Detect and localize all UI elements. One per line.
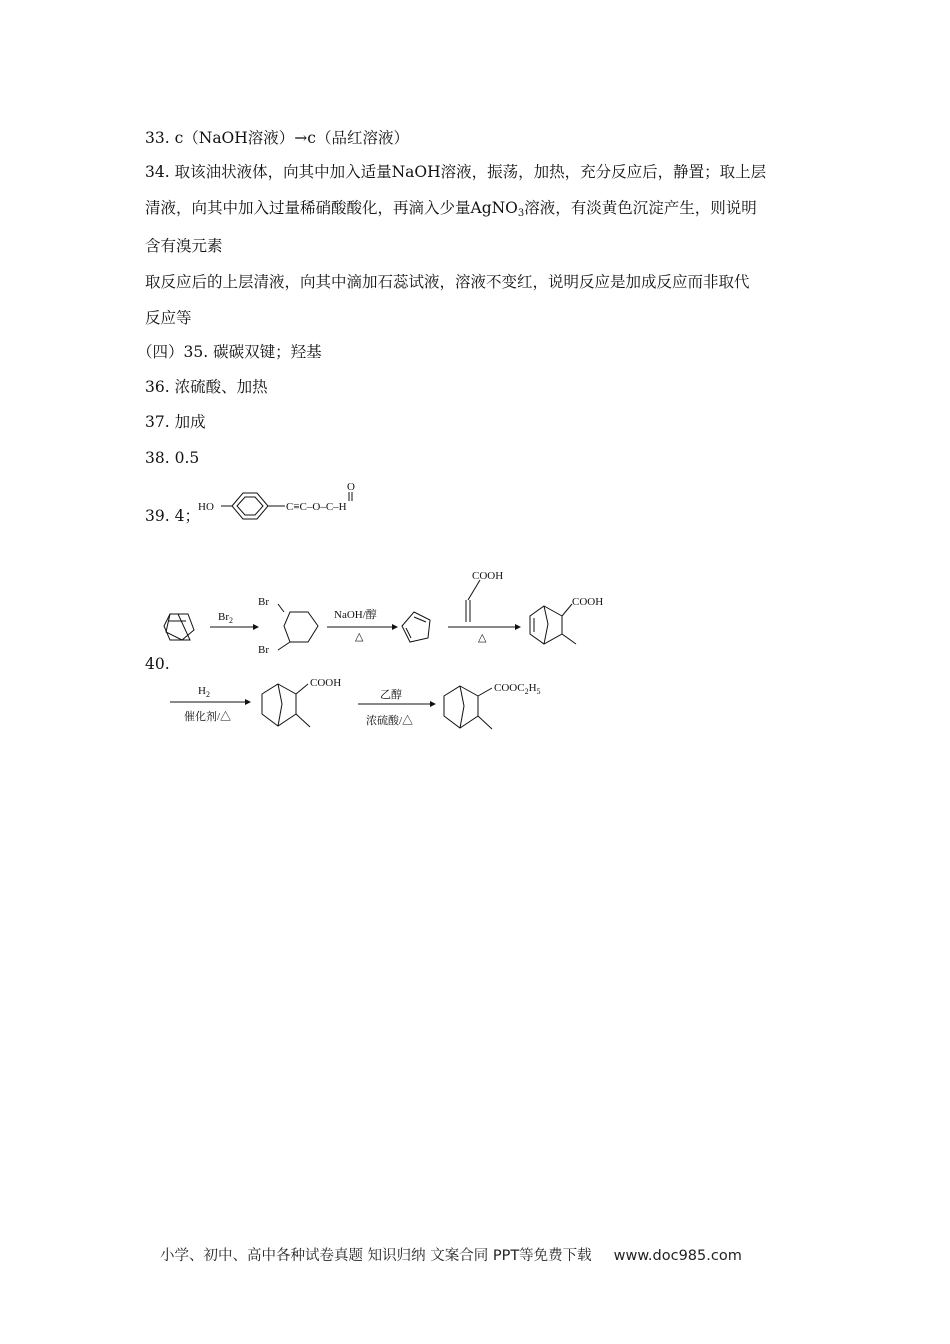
answer-34-line-2 (145, 198, 757, 224)
reaction-row-2-svg (160, 672, 580, 742)
cyclopentene (164, 614, 194, 640)
cond-naoh: NaOH/醇 (334, 609, 377, 621)
answer-34-text-4: 取反应后的上层清液，向其中滴加石蕊试液，溶液不变红，说明反应是加成反应而非取代 (145, 273, 750, 291)
footer-text: 小学、初中、高中各种试卷真题 知识归纳 文案合同 PPT等免费下载 (160, 1248, 592, 1264)
s39-chain: C≡C–O–C–H (286, 501, 347, 513)
cyclopentadiene (402, 612, 430, 642)
answer-36-text: 36. 浓硫酸、加热 (145, 378, 268, 396)
dibromocyclopentane (278, 604, 318, 650)
answer-37 (145, 412, 206, 432)
benzene-ring (232, 493, 268, 519)
br-top: Br (258, 596, 269, 608)
cond-ethanol: 乙醇 (380, 689, 402, 701)
answer-34-text-2a: 清液，向其中加入过量稀硝酸酸化，再滴入少量AgNO (145, 199, 518, 217)
butenoic-acid-reagent (466, 580, 480, 622)
answer-34-line-1 (145, 162, 766, 182)
answer-38 (145, 448, 199, 468)
answer-35-text: （四）35. 碳碳双键；羟基 (137, 343, 322, 361)
answer-34-text-2b: 溶液，有淡黄色沉淀产生，则说明 (524, 199, 757, 217)
answer-34-line-5 (145, 308, 192, 328)
cond-heat-2: △ (478, 632, 487, 644)
answer-34-line-3 (145, 236, 223, 256)
reagent-br2: $Br_2$ (218, 611, 233, 625)
answer-39 (145, 506, 200, 526)
answer-39-text: 39. 4； (145, 507, 200, 525)
answer-33 (145, 128, 409, 148)
answer-38-text: 38. 0.5 (145, 449, 200, 467)
answer-40-text: 40. (145, 655, 170, 673)
answer-34-line-4 (145, 272, 750, 292)
ester-product (444, 686, 492, 729)
reagent-h2: $H_2$ (198, 685, 210, 699)
s39-ho: HO (198, 501, 214, 513)
ester-group: $COOC_2H_5$ (494, 682, 541, 696)
answer-35 (137, 342, 322, 362)
intermediate-cooh: COOH (310, 677, 342, 689)
cond-heat-1: △ (355, 631, 364, 643)
answer-34-text-1: 34. 取该油状液体，向其中加入适量NaOH溶液，振荡，加热，充分反应后，静置；取上层 (145, 163, 767, 181)
product-cooh: COOH (572, 596, 604, 608)
answer-34-subscript: 3 (517, 208, 525, 219)
bicyclic-product (530, 604, 576, 644)
footer-url[interactable]: www.doc985.com (613, 1248, 742, 1264)
answer-33-text: 33. c（NaOH溶液）→c（品红溶液） (145, 129, 409, 147)
br-bottom: Br (258, 644, 269, 656)
answer-34-text-3: 含有溴元素 (145, 237, 223, 255)
answer-36 (145, 377, 268, 397)
s39-carbonyl-o: O (347, 481, 355, 493)
cond-catalyst: 催化剂/△ (184, 711, 232, 723)
saturated-bicyclic-acid (262, 684, 310, 727)
reaction-row-1-svg (160, 560, 640, 660)
answer-37-text: 37. 加成 (145, 413, 206, 431)
cond-conc-acid: 浓硫酸/△ (366, 715, 414, 727)
answer-34-text-5: 反应等 (145, 309, 192, 327)
reagent-cooh: COOH (472, 570, 504, 582)
structure-39-svg (195, 478, 395, 528)
page-footer (160, 1244, 742, 1265)
